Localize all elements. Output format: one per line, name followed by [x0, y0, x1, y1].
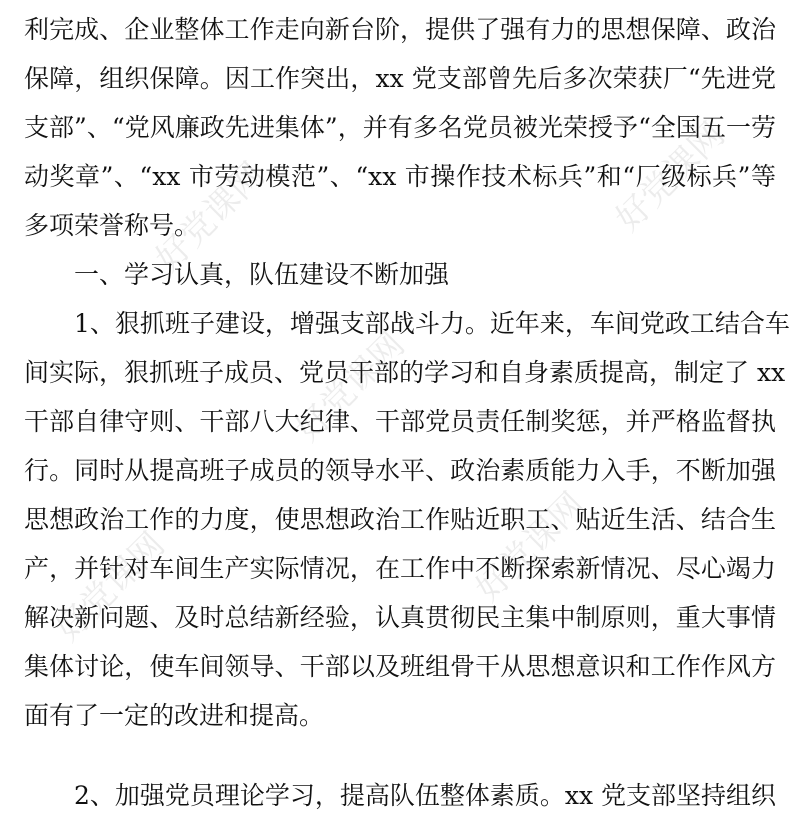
- text-line: 2、加强党员理论学习，提高队伍整体素质。xx 党支部坚持组织: [74, 781, 777, 810]
- watermark-text: 好党课网: [148, 154, 273, 280]
- text-line: 集体讨论，使车间领导、干部以及班组骨干从思想意识和工作作风方: [24, 652, 776, 681]
- text-line: 多项荣誉称号。: [24, 211, 200, 240]
- watermark-text: 好党课网: [288, 324, 413, 450]
- watermark-text: 好党课网: [48, 524, 173, 650]
- text-line: 干部自律守则、干部八大纪律、干部党员责任制奖惩，并严格监督执: [24, 407, 776, 436]
- section-heading: 一、学习认真，队伍建设不断加强: [74, 260, 450, 289]
- text-line: 动奖章”、“xx 市劳动模范”、“xx 市操作技术标兵”和“厂级标兵”等: [24, 162, 776, 191]
- watermark-text: 好党课网: [608, 114, 733, 240]
- text-line: 1、狠抓班子建设，增强支部战斗力。近年来，车间党政工结合车: [74, 309, 790, 338]
- text-line: 行。同时从提高班子成员的领导水平、政治素质能力入手，不断加强: [24, 456, 776, 485]
- text-line: 间实际，狠抓班子成员、党员干部的学习和自身素质提高，制定了 xx: [24, 358, 786, 387]
- text-line: 利完成、企业整体工作走向新台阶，提供了强有力的思想保障、政治: [24, 15, 776, 44]
- text-line: 产，并针对车间生产实际情况，在工作中不断探索新情况、尽心竭力: [24, 554, 776, 583]
- text-line: 思想政治工作的力度，使思想政治工作贴近职工、贴近生活、结合生: [24, 505, 776, 534]
- text-line: 解决新问题、及时总结新经验，认真贯彻民主集中制原则，重大事情: [24, 603, 776, 632]
- watermark-text: 好党课网: [468, 484, 593, 610]
- text-line: 支部”、“党风廉政先进集体”，并有多名党员被光荣授予“全国五一劳: [24, 113, 776, 142]
- text-line: 面有了一定的改进和提高。: [24, 701, 325, 730]
- text-line: 保障，组织保障。因工作突出，xx 党支部曾先后多次荣获厂“先进党: [24, 64, 776, 93]
